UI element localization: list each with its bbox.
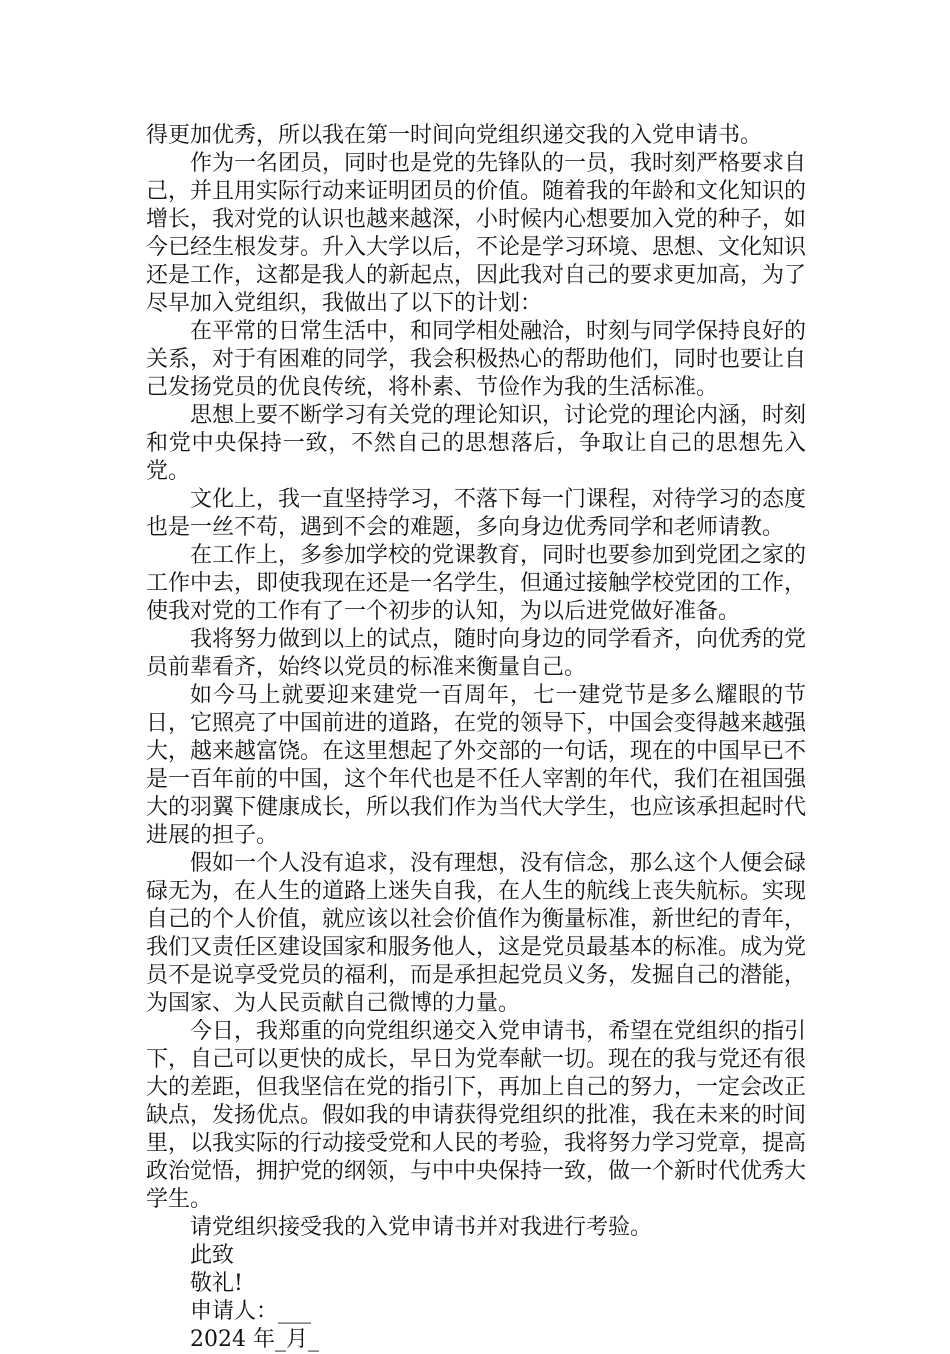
paragraph-study: 文化上，我一直坚持学习，不落下每一门课程，对待学习的态度也是一丝不苟，遇到不会的难题，多向身边优秀同学和老师请教。 <box>146 487 807 540</box>
paragraph-commitment: 我将努力做到以上的试点，随时向身边的同学看齐，向优秀的党员前辈看齐，始终以党员的标准来衡量自己。 <box>146 627 807 680</box>
paragraph-centenary: 如今马上就要迎来建党一百周年，七一建党节是多么耀眼的节日，它照亮了中国前进的道路，在党的领导下，中国会变得越来越强大，越来越富饶。在这里想起了外交部的一句话，现在的中国早已不是一百年前的中国，这个年代也是不任人宰割的年代，我们在祖国强大的羽翼下健康成长，所以我们作为当代大学生，也应该承担起时代进展的担子。 <box>146 683 807 848</box>
paragraph-application: 今日，我郑重的向党组织递交入党申请书，希望在党组织的指引下，自己可以更快的成长，早日为党奉献一切。现在的我与党还有很大的差距，但我坚信在党的指引下，再加上自己的努力，一定会改正缺点，发扬优点。假如我的申请获得党组织的批准，我在未来的时间里，以我实际的行动接受党和人民的考验，我将努力学习党章，提高政治觉悟，拥护党的纲领，与中中央保持一致，做一个新时代优秀大学生。 <box>146 1019 807 1212</box>
applicant-signature-line: 申请人：___ <box>190 1299 312 1324</box>
paragraph-identity: 作为一名团员，同时也是党的先锋队的一员，我时刻严格要求自己，并且用实际行动来证明团员的价值。随着我的年龄和文化知识的增长，我对党的认识也越来越深，小时候内心想要加入党的种子，如今已经生根发芽。升入大学以后，不论是学习环境、思想、文化知识还是工作，这都是我人的新起点，因此我对自己的要求更加高，为了尽早加入党组织，我做出了以下的计划： <box>146 151 807 316</box>
paragraph-daily-life: 在平常的日常生活中，和同学相处融洽，时刻与同学保持良好的关系，对于有困难的同学，我会积极热心的帮助他们，同时也要让自己发扬党员的优良传统，将朴素、节俭作为我的生活标准。 <box>146 319 807 400</box>
paragraph-values: 假如一个人没有追求，没有理想，没有信念，那么这个人便会碌碌无为，在人生的道路上迷失自我，在人生的航线上丧失航标。实现自己的个人价值，就应该以社会价值作为衡量标准，新世纪的青年，我们又责任区建设国家和服务他人，这是党员最基本的标准。成为党员不是说享受党员的福利，而是承担起党员义务，发掘自己的潜能，为国家、为人民贡献自己微博的力量。 <box>146 851 807 1016</box>
closing-salutation: 此致 <box>190 1243 235 1268</box>
paragraph-work: 在工作上，多参加学校的党课教育，同时也要参加到党团之家的工作中去，即使我现在还是一名学生，但通过接触学校党团的工作，使我对党的工作有了一个初步的认知，为以后进党做好准备。 <box>146 543 807 624</box>
closing-regards: 敬礼! <box>190 1271 243 1296</box>
paragraph-thought: 思想上要不断学习有关党的理论知识，讨论党的理论内涵，时刻和党中央保持一致，不然自己的思想落后，争取让自己的思想先入党。 <box>146 403 807 484</box>
paragraph-continuation: 得更加优秀，所以我在第一时间向党组织递交我的入党申请书。 <box>146 123 763 148</box>
document-page <box>146 122 806 1354</box>
closing-request: 请党组织接受我的入党申请书并对我进行考验。 <box>190 1215 653 1240</box>
application-date: 2024 年_月_ <box>190 1327 319 1352</box>
